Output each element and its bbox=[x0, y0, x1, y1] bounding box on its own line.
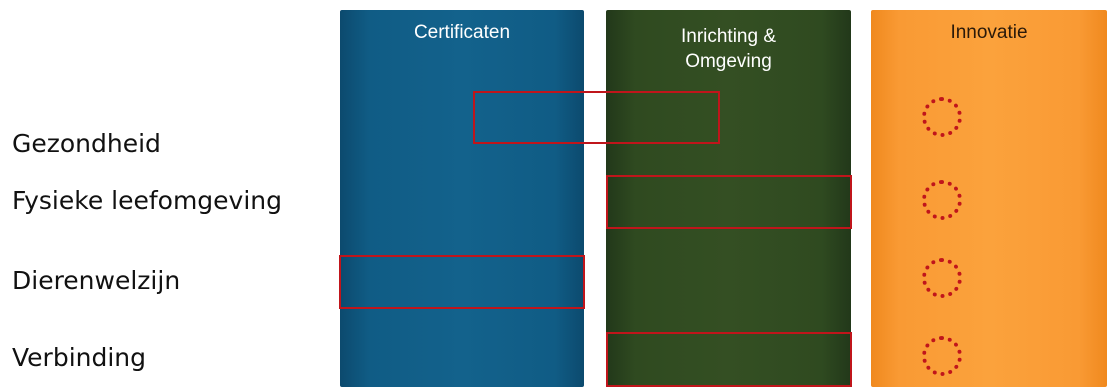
column-title-line-2: Omgeving bbox=[685, 50, 772, 72]
column-innovatie bbox=[871, 10, 1107, 387]
row-label-gezondheid: Gezondheid bbox=[12, 129, 161, 158]
column-title-innovatie: Innovatie bbox=[950, 22, 1028, 43]
dotted-circle-fysieke-leefomgeving bbox=[922, 180, 962, 220]
highlight-box-fysieke-leefomgeving bbox=[606, 175, 852, 229]
column-title-inrichting-omgeving bbox=[606, 25, 851, 74]
highlight-box-gezondheid bbox=[473, 91, 720, 144]
column-title-line-1: Inrichting & bbox=[680, 26, 777, 47]
dotted-circle-gezondheid bbox=[922, 97, 962, 137]
column-title-certificaten: Certificaten bbox=[413, 22, 511, 43]
row-label-verbinding: Verbinding bbox=[12, 343, 147, 372]
dotted-circle-dierenwelzijn bbox=[922, 258, 962, 298]
column-certificaten bbox=[340, 10, 584, 387]
row-label-fysieke-leefomgeving: Fysieke leefomgeving bbox=[12, 186, 283, 215]
highlight-box-dierenwelzijn bbox=[339, 255, 585, 309]
row-label-dierenwelzijn: Dierenwelzijn bbox=[12, 266, 181, 295]
dotted-circle-verbinding bbox=[922, 336, 962, 376]
highlight-box-verbinding bbox=[606, 332, 852, 387]
